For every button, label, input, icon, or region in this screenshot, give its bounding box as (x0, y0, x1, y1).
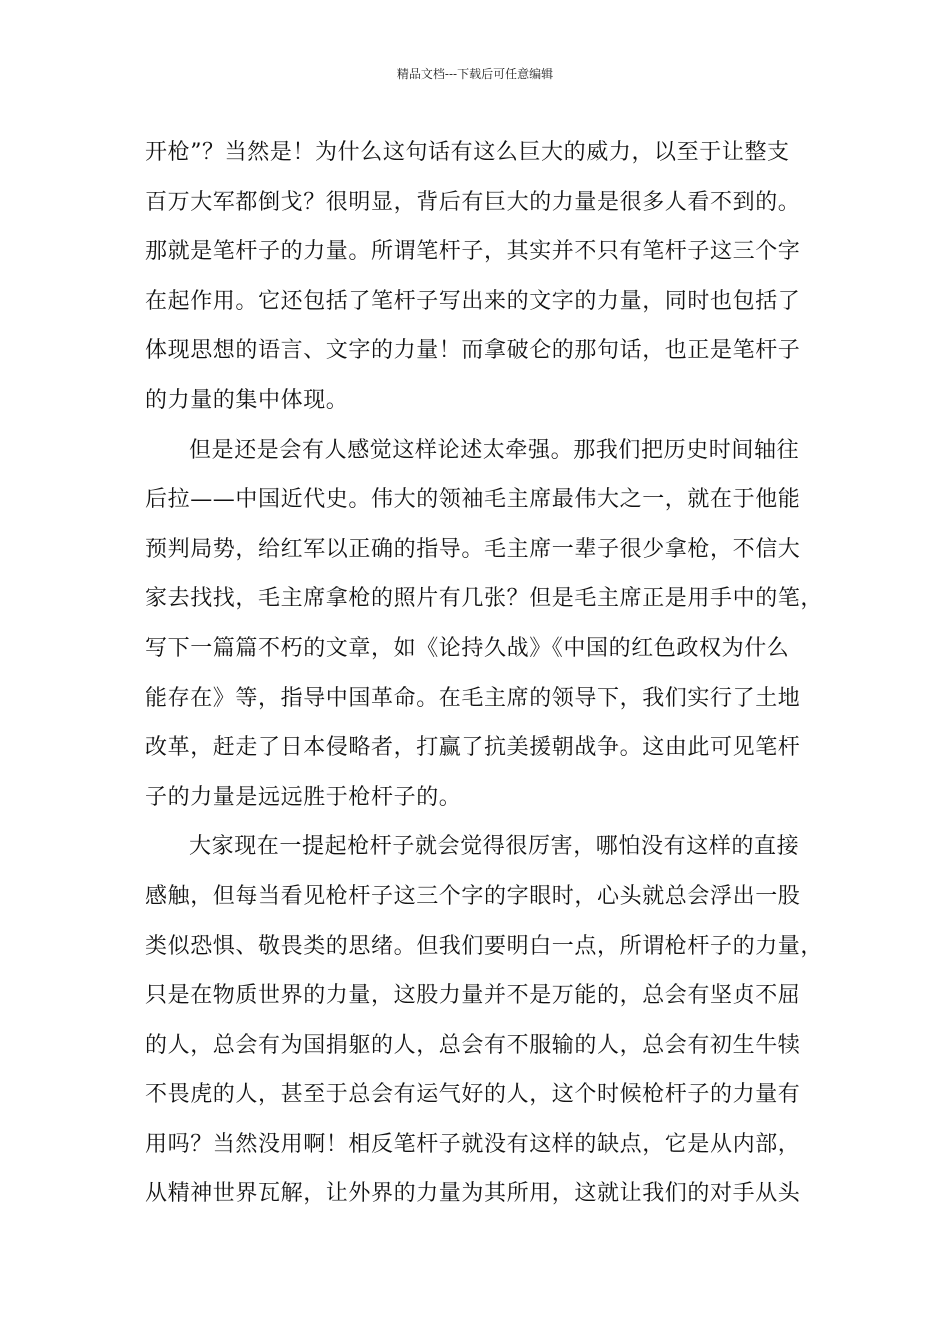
text-line: 百万大军都倒戈？很明显，背后有巨大的力量是很多人看不到的。 (145, 189, 801, 215)
text-line: 用吗？当然没用啊！相反笔杆子就没有这样的缺点，它是从内部， (145, 1131, 801, 1157)
text-line: 从精神世界瓦解，让外界的力量为其所用，这就让我们的对手从头 (145, 1181, 801, 1207)
text-line: 的人，总会有为国捐躯的人，总会有不服输的人，总会有初生牛犊 (145, 1032, 801, 1058)
text-line: 后拉——中国近代史。伟大的领袖毛主席最伟大之一，就在于他能 (145, 487, 801, 513)
text-line: 改革，赶走了日本侵略者，打赢了抗美援朝战争。这由此可见笔杆 (145, 735, 801, 761)
text-line: 只是在物质世界的力量，这股力量并不是万能的，总会有坚贞不屈 (145, 983, 801, 1009)
text-line: 开枪”？当然是！为什么这句话有这么巨大的威力，以至于让整支 (145, 140, 790, 165)
text-line: 预判局势，给红军以正确的指导。毛主席一辈子很少拿枪，不信大 (145, 536, 801, 562)
document-body (145, 128, 825, 1219)
text-line: 那就是笔杆子的力量。所谓笔杆子，其实并不只有笔杆子这三个字 (145, 239, 801, 265)
text-line: 子的力量是远远胜于枪杆子的。 (145, 784, 462, 810)
text-line: 感触，但每当看见枪杆子这三个字的字眼时，心头就总会浮出一股 (145, 883, 801, 909)
text-line: 在起作用。它还包括了笔杆子写出来的文字的力量，同时也包括了 (145, 288, 801, 314)
text-line: 类似恐惧、敬畏类的思绪。但我们要明白一点，所谓枪杆子的力量， (145, 933, 824, 959)
text-line: 写下一篇篇不朽的文章，如《论持久战》《中国的红色政权为什么 (145, 635, 790, 661)
text-line: 的力量的集中体现。 (145, 387, 349, 413)
text-line: 体现思想的语言、文字的力量！而拿破仑的那句话，也正是笔杆子 (145, 338, 801, 364)
text-line: 家去找找，毛主席拿枪的照片有几张？但是毛主席正是用手中的笔， (145, 586, 824, 612)
text-line: 不畏虎的人，甚至于总会有运气好的人，这个时候枪杆子的力量有 (145, 1082, 801, 1108)
text-line: 能存在》等，指导中国革命。在毛主席的领导下，我们实行了土地 (145, 685, 801, 711)
paragraph-first-line: 大家现在一提起枪杆子就会觉得很厉害，哪怕没有这样的直接 (189, 834, 800, 860)
paragraph-first-line: 但是还是会有人感觉这样论述太牵强。那我们把历史时间轴往 (189, 437, 800, 463)
page-header: 精品文档---下载后可任意编辑 (396, 67, 554, 81)
